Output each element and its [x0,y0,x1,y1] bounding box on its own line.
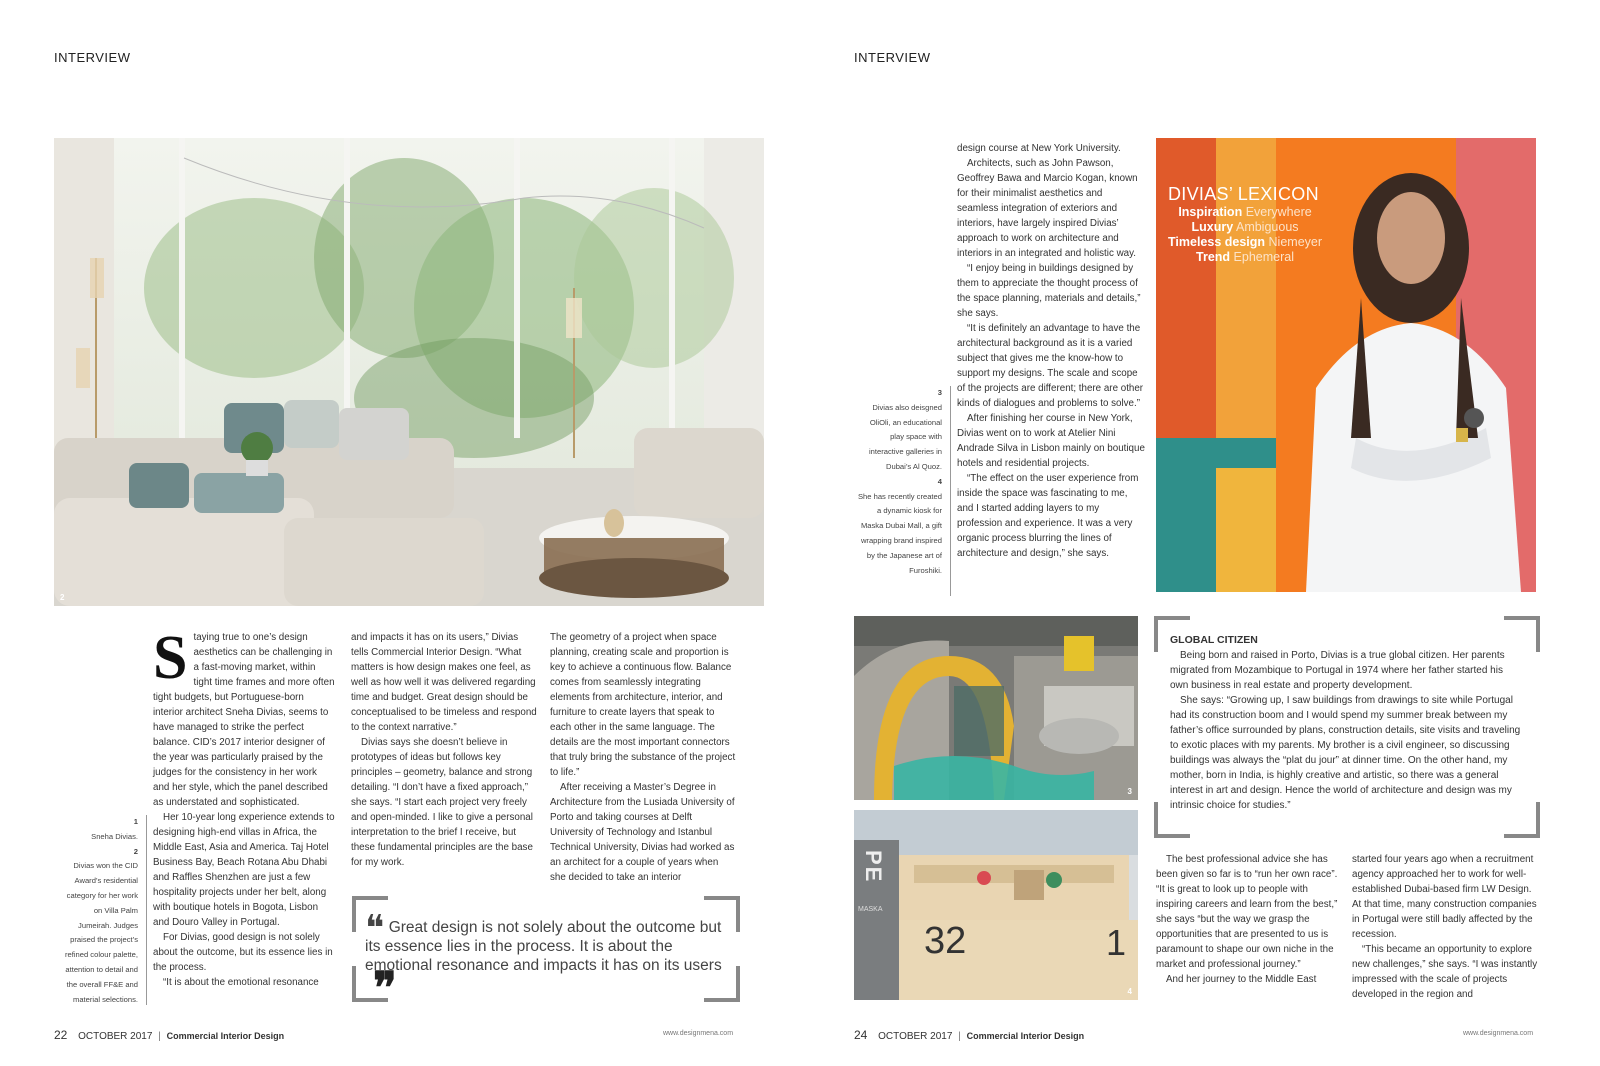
magazine-name: Commercial Interior Design [166,1031,285,1041]
caption-text: Divias won the CID Award’s residential category for her work on Villa Palm Jumeirah. Judges praised the project’s refined colour palette, attention to detail and the overall FF&E and material selections. [64,861,138,1004]
maska-kiosk-photo [854,810,1138,1000]
caption-text: Divias also deisgned OliOli, an educational play space with interactive galleries in Dubai’s Al Quoz. [868,402,942,471]
lexicon-value: Ambiguous [1235,220,1299,234]
photo-number: 2 [60,593,65,602]
living-room-illustration [54,138,764,606]
caption-number: 4 [937,476,942,486]
lexicon-term: Trend [1196,250,1231,264]
paragraph: The best professional advice she has been given so far is to “run her own race”. “It is great to look up to people with inspiring careers and learn from the best,” she says “but the way we grasp the opportunities that are presented to us is paramount to shape our own niche in the market and professional journey.” [1156,854,1338,970]
paragraph: design course at New York University. [957,143,1121,154]
caption-rule [950,386,951,596]
body-column-top [957,141,1145,561]
body-column-bottom-1 [1156,852,1342,987]
footer-separator: | [158,1031,161,1042]
lexicon-value: Niemeyer [1268,235,1323,249]
portrait-photo [1156,138,1536,592]
lexicon-value: Everywhere [1245,205,1312,219]
captions-right [856,386,942,578]
paragraph: “This became an opportunity to explore new challenges,” she says. “I was instantly impressed with the scale of projects developed in the region and [1352,944,1538,1000]
paragraph: After finishing her course in New York, Divias went on to work at Atelier Nini Andrade Silva in Lisbon mainly on boutique hotels and residential projects. [957,413,1145,469]
kiosk-sign: MASKA [858,906,883,913]
page-number: 24 [854,1028,868,1042]
paragraph: “It is definitely an advantage to have the architectural background as it is a varied subject that gives me the know-how to support my designs. The scale and scope of the projects are different; there are other kinds of dialogues and problems to solve.” [957,323,1144,409]
footer-date: OCTOBER 2017 [878,1031,953,1042]
lexicon-row [1168,250,1322,265]
lexicon-term: Inspiration [1178,205,1243,219]
paragraph: Being born and raised in Porto, Divias is a true global citizen. Her parents migrated from Mozambique to Portugal in 1974 where her father started his own business in real estate and property development. [1170,650,1505,691]
footer-separator: | [958,1031,961,1042]
caption-text: She has recently created a dynamic kiosk for Maska Dubai Mall, a gift wrapping brand inspired by the Japanese art of Furoshiki. [857,491,942,575]
paragraph: Divias says she doesn’t believe in prototypes of ideas but follows key principles – geometry, balance and strong detailing. “I don’t have a fixed approach,” she says. “I start each project very freely and open-minded. I like to give a personal interpretation to the brief I receive, but these fundamental principles are the base for my work. [351,737,533,868]
drop-cap: S [153,624,188,692]
section-label: INTERVIEW [54,50,131,65]
olioli-illustration [854,616,1138,800]
living-room-photo [54,138,764,606]
lexicon-box [1168,184,1322,265]
right-page [800,0,1600,1066]
lexicon-row [1168,235,1322,250]
paragraph: taying true to one’s design aesthetics can be challenging in a fast-moving market, within tight time frames and more often tight budgets, but Portuguese-born interior architect Sneha Divias, seems to have managed to strike the perfect balance. CID’s 2017 interior designer of the year was particularly praised by the judges for the consistency in her work and her style, which the panel described as understated and sophisticated. [153,632,335,808]
close-quote-icon: ❞ [373,964,397,1013]
body-column-3 [550,630,736,885]
pull-quote-text: Great design is not solely about the outcome but its essence lies in the process. It is about the emotional resonance and impacts it has on its users [365,919,722,974]
footer-url[interactable]: www.designmena.com [663,1030,734,1037]
footer [854,1028,1084,1042]
paragraph: Her 10-year long experience extends to designing high-end villas in Africa, the Middle East, Asia and America. Taj Hotel Business Bay, Beach Rotana Abu Dhabi and Raffles Shenzhen are just a few hospitality projects under her belt, along with boutique hotels in Bogota, Lisbon and Douro Valley in Portugal. [153,812,335,928]
caption-text: Sneha Divias. [91,831,138,841]
paragraph: Architects, such as John Pawson, Geoffrey Bawa and Marcio Kogan, known for their minimalist aesthetics and seamless integration of exteriors and interiors, have largely inspired Divias’ approach to work on architecture and interiors in an integrated and holistic way. [957,158,1138,259]
paragraph: and impacts it has on its users,” Divias tells Commercial Interior Design. “What matters is how design makes one feel, as well as how well it was delivered regarding time and budget. Great design should be conceptualised to be timeless and respond to the context narrative.” [351,632,537,733]
paragraph: And her journey to the Middle East [1166,974,1317,985]
caption-number: 2 [133,846,138,856]
lexicon-row [1168,205,1322,220]
lexicon-term: Timeless design [1168,235,1266,249]
kiosk-digits: 32 [924,920,967,962]
lexicon-value: Ephemeral [1233,250,1294,264]
paragraph: The geometry of a project when space planning, creating scale and proportion is key to achieve a continuous flow. Balance comes from seamlessly integrating elements from architecture, interior, and furniture to create layers that speak to each other in the same language. The details are the most important connectors that truly bring the substance of the project to life.” [550,632,736,778]
lexicon-row [1168,220,1322,235]
caption-number: 1 [133,817,138,826]
paragraph: “It is about the emotional resonance [163,977,319,988]
paragraph: started four years ago when a recruitment agency approached her to work for well-established Dubai-based firm LW Design. At that time, many construction companies in Portugal were still badly affected by the recession. [1352,854,1537,940]
lexicon-title: DIVIAS’ LEXICON [1168,184,1319,204]
caption-rule [146,815,147,1005]
box-title: GLOBAL CITIZEN [1170,634,1258,646]
paragraph: For Divias, good design is not solely about the outcome, but its essence lies in the process. [153,932,333,973]
footer-url[interactable]: www.designmena.com [1463,1030,1534,1037]
photo-number: 4 [1127,987,1132,996]
footer-date: OCTOBER 2017 [78,1031,153,1042]
maska-kiosk-illustration [854,810,1138,1000]
open-quote-icon: ❝ [365,908,385,948]
paragraph: “I enjoy being in buildings designed by them to appreciate the thought process of the space planning, materials and details,” she says. [957,263,1141,319]
section-label: INTERVIEW [854,50,931,65]
lexicon-term: Luxury [1191,220,1234,234]
magazine-name: Commercial Interior Design [966,1031,1085,1041]
global-citizen-box [1170,633,1522,813]
photo-number: 3 [1127,787,1132,796]
page-number: 22 [54,1028,68,1042]
kiosk-logo: PE [861,850,886,884]
body-column-1 [153,624,335,990]
caption-number: 3 [937,388,942,397]
body-column-2 [351,630,537,870]
paragraph: She says: “Growing up, I saw buildings from drawings to site while Portugal had its construction boom and I would spend my summer break between my father’s office surrounded by plans, construction details, site visits and traveling to exotic places with my parents. My brother is a civil engineer, so discussing buildings was always the “plat du jour” at dinner time. On the other hand, my mother, born in India, is highly creative and artistic, so there was a general interest in art and design. Hence the world of architecture and design was my intrinsic choice for studies.” [1170,695,1521,811]
olioli-photo [854,616,1138,800]
paragraph: “The effect on the user experience from inside the space was fascinating to me, and I started adding layers to my profession and experience. It was a very organic process blurring the lines of architecture and design,” she says. [957,473,1139,559]
paragraph: After receiving a Master’s Degree in Architecture from the Lusiada University of Porto and taking courses at Delft University of Technology and Istanbul Technical University, Divias had worked as an architect for a couple of years when she decided to take an interior [550,782,735,883]
footer [54,1028,284,1042]
captions-left [60,815,138,1007]
pull-quote [365,908,725,1013]
body-column-bottom-2 [1352,852,1538,1002]
kiosk-digit-right: 1 [1106,922,1127,963]
